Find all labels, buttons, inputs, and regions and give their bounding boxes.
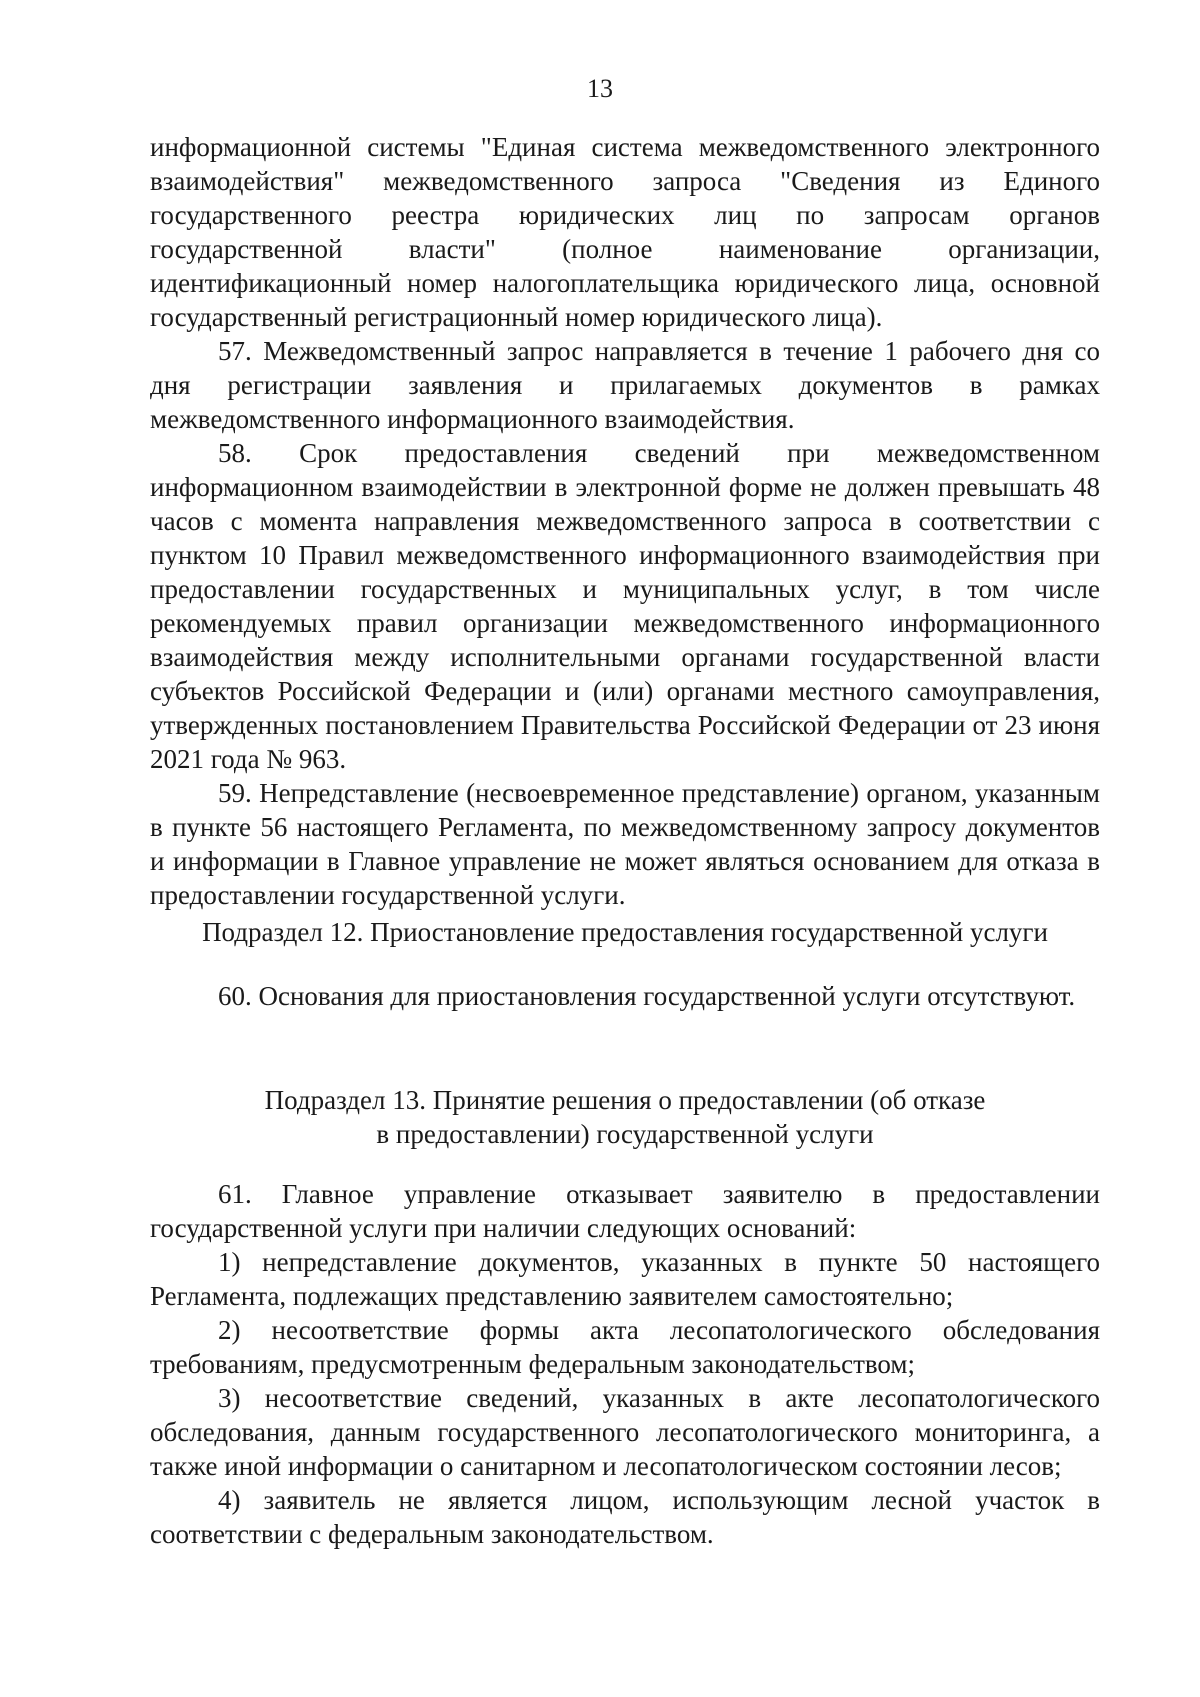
subsection-13-title-line-2: в предоставлении) государственной услуги [376,1119,874,1149]
list-item: 2) несоответствие формы акта лесопатологического обследования требованиям, предусмотренным федеральным законодательством; [150,1315,1100,1379]
list-item: 4) заявитель не является лицом, использующим лесной участок в соответствии с федеральным законодательством. [150,1485,1100,1549]
subsection-13-title-line-1: Подраздел 13. Принятие решения о предоставлении (об отказе [264,1085,986,1115]
paragraph-61: 61. Главное управление отказывает заявителю в предоставлении государственной услуги при наличии следующих оснований: [150,1179,1100,1243]
subsection-13-heading-block [150,1083,1100,1151]
list-item: 3) несоответствие сведений, указанных в акте лесопатологического обследования, данным государственного лесопатологического мониторинга, а также иной информации о санитарном и лесопатологическом состоянии лесов; [150,1383,1100,1481]
paragraph-59: 59. Непредставление (несвоевременное представление) органом, указанным в пункте 56 настоящего Регламента, по межведомственному запросу документов и информации в Главное управление не может являться основанием для отказа в предоставлении государственной услуги. [150,778,1100,910]
text-block-paragraph-60 [150,979,1100,1013]
text-block-paragraphs-56-59 [150,130,1100,912]
paragraph-58: 58. Срок предоставления сведений при межведомственном информационном взаимодействии в электронной форме не должен превышать 48 часов с момента направления межведомственного запроса в соответствии с пунктом 10 Правил межведомственного информационного взаимодействия при предоставлении государственных и муниципальных услуг, в том числе рекомендуемых правил организации межведомственного информационного взаимодействия между исполнительными органами государственной власти субъектов Российской Федерации и (или) органами местного самоуправления, утвержденных постановлением Правительства Российской Федерации от 23 июня 2021 года № 963. [150,438,1100,774]
list-item: 1) непредставление документов, указанных в пункте 50 настоящего Регламента, подлежащих представлению заявителем самостоятельно; [150,1247,1100,1311]
paragraph-56-continuation: информационной системы "Единая система межведомственного электронного взаимодействия" межведомственного запроса "Сведения из Единого государственного реестра юридических лиц по запросам органов государственной власти" (полное наименование организации, идентификационный номер налогоплательщика юридического лица, основной государственный регистрационный номер юридического лица). [150,132,1100,332]
paragraph-60: 60. Основания для приостановления государственной услуги отсутствуют. [218,981,1076,1011]
subsection-12-heading-block [150,915,1100,949]
paragraph-57: 57. Межведомственный запрос направляется в течение 1 рабочего дня со дня регистрации заявления и прилагаемых документов в рамках межведомственного информационного взаимодействия. [150,336,1100,434]
subsection-12-title: Подраздел 12. Приостановление предоставления государственной услуги [202,917,1048,947]
page-number: 13 [587,74,613,103]
text-block-paragraph-61 [150,1177,1100,1551]
